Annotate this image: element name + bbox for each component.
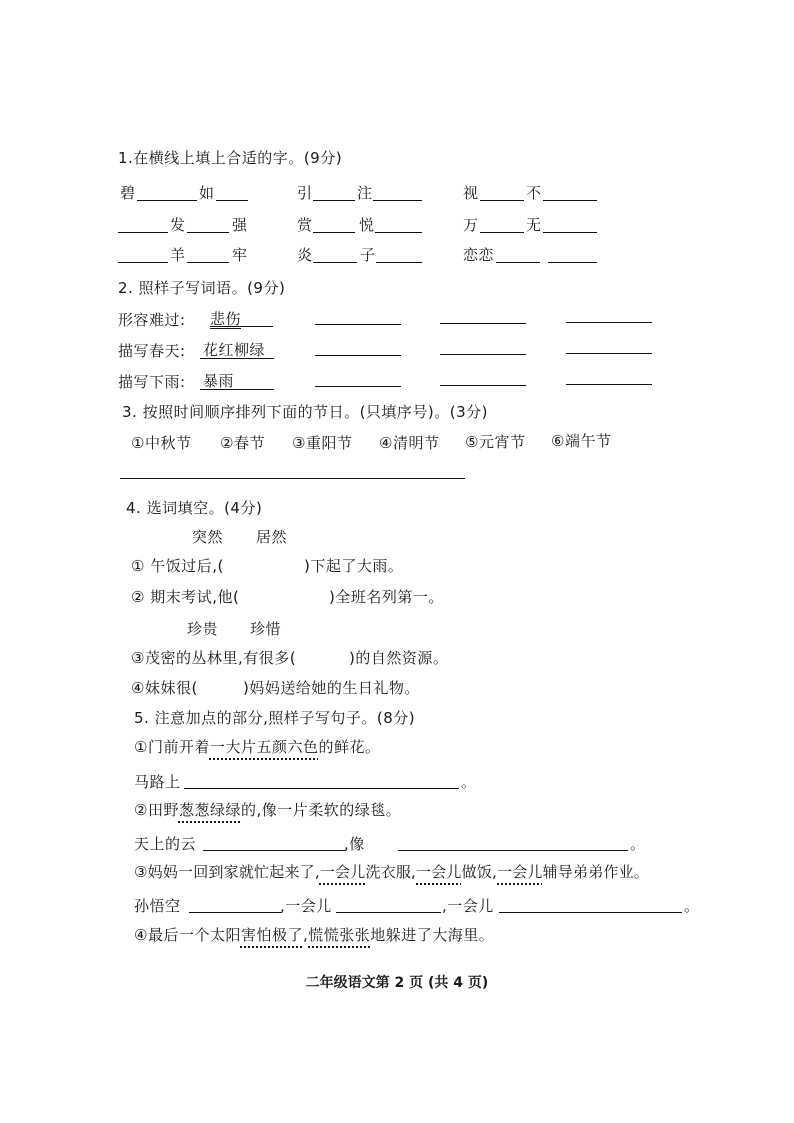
q3-answer-line[interactable] <box>120 478 465 479</box>
q5-answer-label: 天上的云 <box>134 835 197 853</box>
q4-sentence-start: ① 午饭过后,( <box>131 557 224 575</box>
q1-char: 恋恋 <box>463 246 495 264</box>
q1-blank[interactable] <box>118 232 168 233</box>
q4-sentence-end: )妈妈送给她的生日礼物。 <box>243 679 420 697</box>
q2-example: 花红柳绿 <box>203 341 266 359</box>
q3-item: ③重阳节 <box>292 434 353 452</box>
q1-blank[interactable] <box>313 200 355 201</box>
q5-blank[interactable] <box>336 912 441 913</box>
q4-word: 突然 <box>192 528 224 546</box>
q5-answer-label: 马路上 <box>134 773 181 791</box>
q1-blank[interactable] <box>496 262 540 263</box>
q5-answer-label: 孙悟空 <box>134 897 181 915</box>
q1-blank[interactable] <box>216 200 248 201</box>
q1-blank[interactable] <box>313 232 355 233</box>
q1-char: 悦 <box>359 216 375 234</box>
q1-blank[interactable] <box>118 262 168 263</box>
q3-item: ①中秋节 <box>131 434 192 452</box>
q5-blank[interactable] <box>203 850 346 851</box>
q4-word: 居然 <box>256 528 288 546</box>
q2-blank[interactable] <box>315 386 401 387</box>
q5-answer-mid: ,一会儿 <box>280 897 332 915</box>
q1-blank[interactable] <box>480 200 524 201</box>
q5-example-4: ④最后一个太阳害怕极了,慌慌张张地躲进了大海里。 <box>134 926 495 944</box>
q1-char: 赏 <box>297 216 313 234</box>
q4-title: 4. 选词填空。(4分) <box>126 499 263 517</box>
q1-blank[interactable] <box>480 232 524 233</box>
q2-example: 悲伤 <box>210 310 242 328</box>
q5-example-2: ②田野葱葱绿绿的,像一片柔软的绿毯。 <box>134 801 402 819</box>
q5-answer-end: 。 <box>684 897 700 915</box>
q1-char: 无 <box>526 216 542 234</box>
q4-sentence-start: ② 期末考试,他( <box>131 588 240 606</box>
q5-answer-mid: ,像 <box>344 835 365 853</box>
q1-char: 不 <box>526 184 542 202</box>
q4-sentence-start: ③茂密的丛林里,有很多( <box>131 649 297 667</box>
q2-blank[interactable] <box>440 323 526 324</box>
q3-item: ④清明节 <box>379 434 440 452</box>
q1-blank[interactable] <box>376 262 422 263</box>
q2-row-label: 描写春天: <box>118 342 186 360</box>
q1-char: 引 <box>297 184 313 202</box>
q5-example-1: ①门前开着一大片五颜六色的鲜花。 <box>134 738 381 756</box>
q1-char: 炎 <box>297 246 313 264</box>
q2-blank[interactable] <box>200 389 274 390</box>
q1-char: 视 <box>463 184 479 202</box>
q2-blank[interactable] <box>566 384 652 385</box>
q3-item: ⑥端午节 <box>551 432 612 450</box>
q4-word: 珍惜 <box>250 620 282 638</box>
page-footer: 二年级语文第 2 页 (共 4 页) <box>305 975 489 991</box>
q5-blank[interactable] <box>184 788 459 789</box>
q2-row-label: 形容难过: <box>118 311 186 329</box>
q1-blank[interactable] <box>313 262 357 263</box>
q2-title: 2. 照样子写词语。(9分) <box>118 279 286 297</box>
q2-example: 暴雨 <box>203 372 235 390</box>
q4-sentence-start: ④妹妹很( <box>131 679 198 697</box>
q5-blank[interactable] <box>398 850 628 851</box>
q1-blank[interactable] <box>187 262 229 263</box>
q1-title: 1.在横线上填上合适的字。(9分) <box>118 149 343 167</box>
q1-blank[interactable] <box>548 262 597 263</box>
q5-example-3: ③妈妈一回到家就忙起来了,一会儿洗衣服,一会儿做饭,一会儿辅导弟弟作业。 <box>134 863 650 881</box>
q1-blank[interactable] <box>543 232 597 233</box>
q2-blank[interactable] <box>566 322 652 323</box>
q5-blank[interactable] <box>189 912 282 913</box>
q1-char: 羊 <box>170 246 186 264</box>
q1-blank[interactable] <box>373 200 422 201</box>
q2-blank[interactable] <box>315 355 401 356</box>
q4-word: 珍贵 <box>187 620 219 638</box>
q1-blank[interactable] <box>543 200 597 201</box>
q4-sentence-end: )下起了大雨。 <box>304 557 404 575</box>
q1-char: 如 <box>199 184 215 202</box>
q5-answer-end: 。 <box>630 835 646 853</box>
q1-blank[interactable] <box>375 232 422 233</box>
q1-char: 万 <box>463 216 479 234</box>
q1-char: 碧 <box>120 184 136 202</box>
q4-sentence-end: )全班名列第一。 <box>329 588 444 606</box>
q3-item: ⑤元宵节 <box>465 433 526 451</box>
q5-answer-end: 。 <box>461 773 477 791</box>
q5-title: 5. 注意加点的部分,照样子写句子。(8分) <box>134 709 416 727</box>
q1-char: 注 <box>357 184 373 202</box>
q2-blank[interactable] <box>210 326 273 327</box>
q1-char: 牢 <box>232 246 248 264</box>
q2-blank[interactable] <box>315 324 401 325</box>
q2-blank[interactable] <box>440 354 526 355</box>
q1-char: 强 <box>232 216 248 234</box>
q4-sentence-end: )的自然资源。 <box>349 649 449 667</box>
q3-title: 3. 按照时间顺序排列下面的节日。(只填序号)。(3分) <box>122 403 489 421</box>
q2-blank[interactable] <box>200 358 274 359</box>
q2-row-label: 描写下雨: <box>118 373 186 391</box>
q2-blank[interactable] <box>566 353 652 354</box>
q1-blank[interactable] <box>187 232 229 233</box>
q1-char: 子 <box>360 246 376 264</box>
q2-blank[interactable] <box>440 385 526 386</box>
q1-char: 发 <box>170 216 186 234</box>
q5-answer-mid: ,一会儿 <box>442 897 494 915</box>
q1-blank[interactable] <box>137 200 197 201</box>
q5-blank[interactable] <box>499 912 682 913</box>
q3-item: ②春节 <box>220 434 265 452</box>
